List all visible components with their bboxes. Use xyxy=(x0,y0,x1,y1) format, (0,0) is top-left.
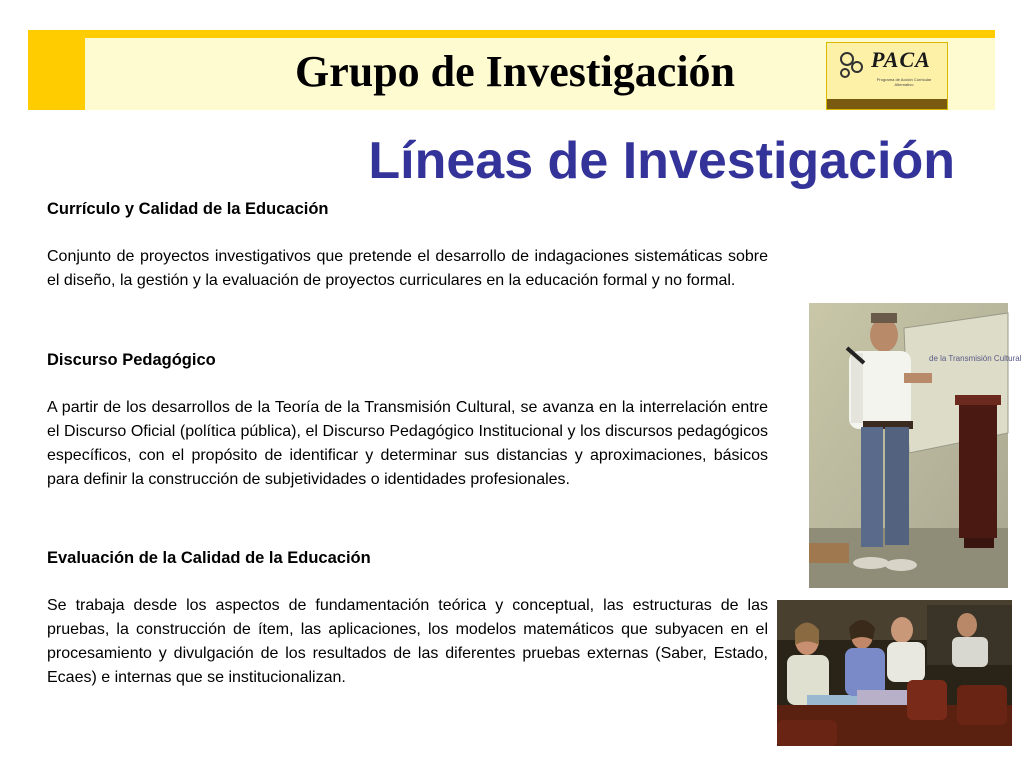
slide-text: de la Transmisión Cultural xyxy=(929,354,1022,363)
section-heading-evaluacion: Evaluación de la Calidad de la Educación xyxy=(47,549,371,567)
section-body-discurso: A partir de los desarrollos de la Teoría de la Transmisión Cultural, se avanza en la interrelación entre el Discurso Oficial (política pública), el Discurso Pedagógico Institucional y los discursos pedagógicos específicos, con el propósito de identificar y determinar sus distancias y aproximaciones, básicos para definir la construcción de subjetividades o identidades profesionales. xyxy=(47,399,768,488)
section-heading-curriculo: Currículo y Calidad de la Educación xyxy=(47,200,329,218)
section-subtitle: Líneas de Investigación xyxy=(368,132,955,190)
paca-logo xyxy=(826,42,948,110)
section-body-curriculo: Conjunto de proyectos investigativos que pretende el desarrollo de indagaciones sistemáticas sobre el diseño, la gestión y la evaluación de proyectos curriculares en la educación formal y no formal. xyxy=(47,248,768,289)
logo-subtitle: Programa de Acción Curricular Alternativo xyxy=(876,77,932,87)
page-title: Grupo de Investigación xyxy=(294,47,736,96)
section-heading-discurso: Discurso Pedagógico xyxy=(47,351,216,369)
audience-photo xyxy=(777,600,1012,746)
speaker-photo xyxy=(809,303,1022,588)
section-body-evaluacion: Se trabaja desde los aspectos de fundamentación teórica y conceptual, las estructuras de las pruebas, la construcción de ítem, las aplicaciones, los modelos matemáticos que subyacen en el procesamiento y divulgación de los resultados de las diferentes pruebas externas (Saber, Estado, Ecaes) e internas que se institucionalizan. xyxy=(47,597,768,686)
logo-bar xyxy=(827,99,947,109)
logo-text: PACA xyxy=(871,47,931,72)
